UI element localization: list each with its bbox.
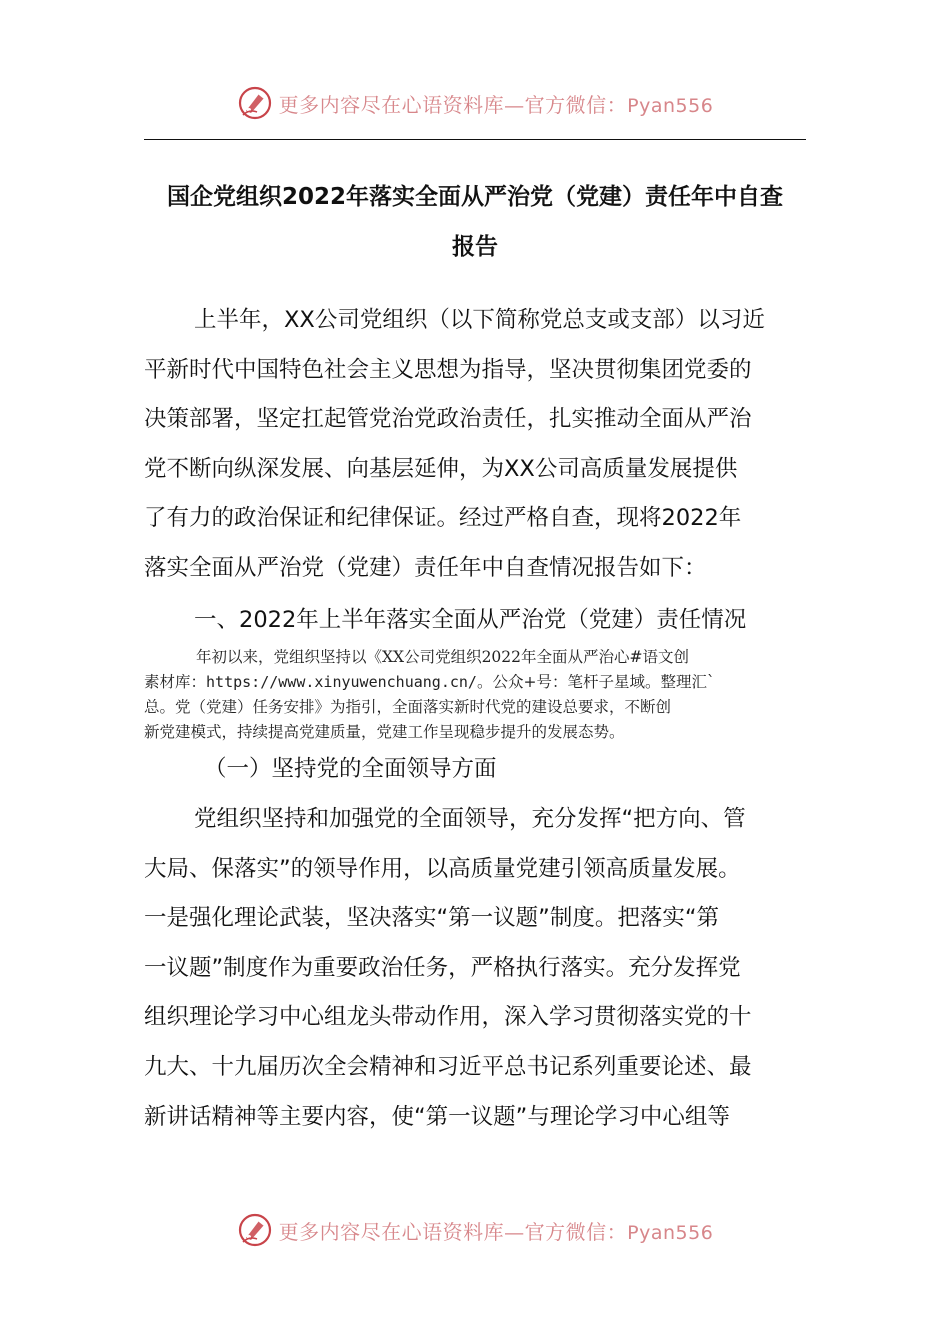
small-print-paragraph [144,645,806,745]
title-line-1: 国企党组织2022年落实全面从严治党（党建）责任年中自查 [166,184,783,210]
intro-line: 上半年，XX公司党组织（以下简称党总支或支部）以习近 [194,307,765,333]
small-suffix: 。公众+号：笔杆子星域。整理汇` [476,673,715,691]
small-line: 总。党（党建）任务安排》为指引，全面落实新时代党的建设总要求，不断创 [144,698,672,716]
footer-banner [0,1210,950,1250]
banner-wechat-id: Pyan556 [627,1221,714,1244]
intro-paragraph [144,296,806,594]
para-line: 组织理论学习中心组龙头带动作用，深入学习贯彻落实党的十 [144,1004,752,1031]
small-line: 新党建模式，持续提高党建质量，党建工作呈现稳步提升的发展态势。 [144,723,625,741]
intro-line: 了有力的政治保证和纪律保证。经过严格自查，现将2022年 [144,505,742,532]
title-line-2: 报告 [452,234,498,260]
document-title [144,172,806,272]
banner-wechat-id: Pyan556 [627,94,714,117]
para-line: 党组织坚持和加强党的全面领导，充分发挥“把方向、管 [194,806,746,832]
subsection-heading-1: （一）坚持党的全面领导方面 [204,756,497,782]
pen-nib-logo-icon [237,85,273,121]
header-divider [144,139,806,140]
pen-nib-logo-icon [237,1212,273,1248]
intro-line: 平新时代中国特色社会主义思想为指导，坚决贯彻集团党委的 [144,356,752,383]
para-line: 一议题”制度作为重要政治任务，严格执行落实。充分发挥党 [144,954,741,981]
header-banner [0,83,950,123]
intro-line: 党不断向纵深发展、向基层延伸，为XX公司高质量发展提供 [144,455,738,482]
small-prefix: 素材库： [144,673,207,691]
banner-text [279,1216,714,1245]
subsection-paragraph [144,795,806,1142]
para-line: 九大、十九届历次全会精神和习近平总书记系列重要论述、最 [144,1053,752,1080]
small-line: 年初以来，党组织坚持以《XX公司党组织2022年全面从严治心#语文创 [196,648,690,666]
para-line: 一是强化理论武装，坚决落实“第一议题”制度。把落实“第 [144,905,719,932]
banner-slogan: 更多内容尽在心语资料库—官方微信： [278,92,628,117]
banner-slogan: 更多内容尽在心语资料库—官方微信： [278,1219,628,1244]
para-line: 大局、保落实”的领导作用，以高质量党建引领高质量发展。 [144,855,741,882]
para-line: 新讲话精神等主要内容，使“第一议题”与理论学习中心组等 [144,1103,730,1130]
source-url-link[interactable]: https://www.xinyuwenchuang.cn/ [206,673,477,691]
section-heading-1: 一、2022年上半年落实全面从严治党（党建）责任情况 [194,607,747,633]
intro-line: 决策部署，坚定扛起管党治党政治责任，扎实推动全面从严治 [144,406,752,433]
intro-line: 落实全面从严治党（党建）责任年中自查情况报告如下： [144,554,707,581]
small-line-url [144,670,806,695]
banner-text [279,89,714,118]
